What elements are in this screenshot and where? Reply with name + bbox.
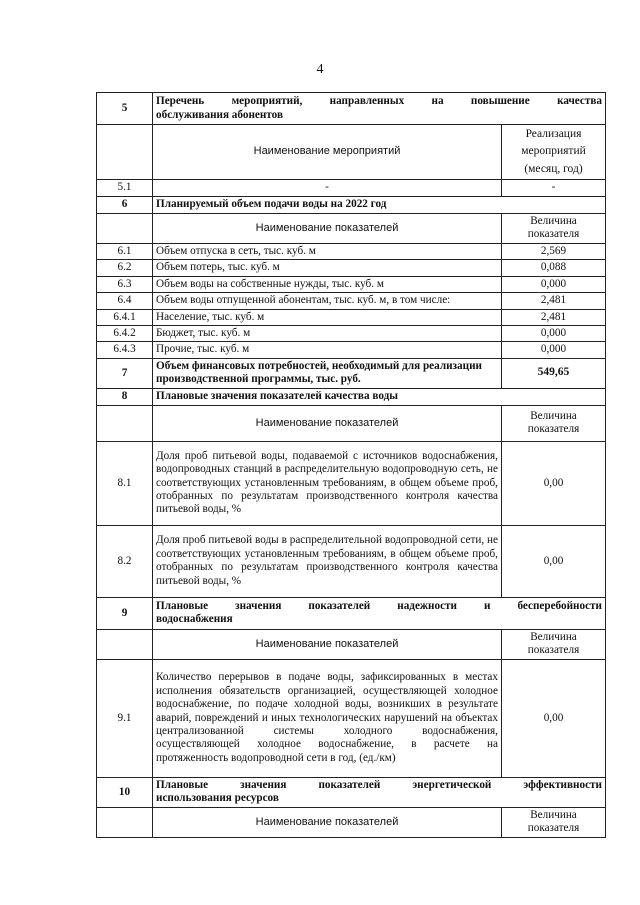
section-6-column-header-row [97,213,606,243]
page-number: 4 [316,62,324,77]
section-9-column-header-row [97,629,606,659]
column-header-name: Наименование показателей [153,213,502,243]
row-number: 6.2 [97,260,153,276]
section-5-header-row [97,93,606,125]
table-row [97,525,606,597]
row-value: 0,000 [501,276,605,292]
section-number: 9 [97,597,153,629]
row-value: 0,000 [501,325,605,341]
row-value: 0,088 [501,260,605,276]
section-value: 549,65 [501,358,605,388]
row-value: 0,00 [501,525,605,597]
row-number: 6.4 [97,293,153,309]
column-header-value: Величина показателя [501,213,605,243]
column-header-name: Наименование мероприятий [153,125,502,180]
section-title: Плановые значения показателей качества воды [153,388,606,405]
row-number: 9.1 [97,659,153,777]
section-number: 6 [97,196,153,213]
row-value: 0,00 [501,659,605,777]
section-title: Объем финансовых потребностей, необходимый для реализации производственной программы, тыс. руб. [153,358,502,388]
section-7-row [97,358,606,388]
row-number: 6.4.2 [97,325,153,341]
row-number: 6.3 [97,276,153,292]
table-row [97,325,606,341]
row-value: 0,00 [501,441,605,525]
row-number: 6.1 [97,243,153,259]
section-title-line: водоснабжения [156,613,233,626]
row-value: - [501,179,605,196]
section-8-column-header-row [97,405,606,441]
section-title [153,597,606,629]
column-header-value: Величина показателя [501,405,605,441]
table-row [97,276,606,292]
column-header-name: Наименование показателей [153,629,502,659]
program-table [96,92,606,838]
section-number: 7 [97,358,153,388]
section-title-line: Плановые значения показателей надежности и бесперебойности [156,599,602,612]
section-title-line: использования ресурсов [156,792,279,805]
table-row [97,243,606,259]
section-number: 8 [97,388,153,405]
section-number: 5 [97,93,153,125]
section-title-line: Плановые значения показателей энергетической эффективности [156,778,602,791]
table-row [97,659,606,777]
section-8-header-row [97,388,606,405]
row-number: 6.4.3 [97,342,153,358]
row-name: Прочие, тыс. куб. м [153,342,502,358]
section-title: Планируемый объем подачи воды на 2022 год [153,196,606,213]
row-name: Объем воды отпущенной абонентам, тыс. куб. м, в том числе: [153,293,502,309]
row-value: 0,000 [501,342,605,358]
table-row [97,441,606,525]
section-10-header-row [97,777,606,807]
row-name: Объем отпуска в сеть, тыс. куб. м [153,243,502,259]
section-5-column-header-row [97,125,606,180]
table-row [97,309,606,325]
section-title-line: обслуживания абонентов [156,108,284,121]
section-title-line: Перечень мероприятий, направленных на повышение качества [156,95,602,108]
column-header-name: Наименование показателей [153,405,502,441]
row-number: 5.1 [97,179,153,196]
row-value: 2,569 [501,243,605,259]
row-number: 6.4.1 [97,309,153,325]
row-value: 2,481 [501,293,605,309]
row-name: Доля проб питьевой воды в распределительной водопроводной сети, не соответствующих установленным требованиям, в общем объеме проб, отобранных по результатам производственного контроля качества питьевой воды, % [153,525,502,597]
row-name: Количество перерывов в подаче воды, зафиксированных в местах исполнения обязательств организацией, осуществляющей холодное водоснабжение, по подаче холодной воды, возникших в результате аварий, повреждений и иных технологических нарушений на объектах централизованной системы холодного водоснабжения, осуществляющей холодное водоснабжение, в расчете на протяженность водопроводной сети в год, (ед./км) [153,659,502,777]
row-name: Доля проб питьевой воды, подаваемой с источников водоснабжения, водопроводных станций в распределительную водопроводную сеть, не соответствующих установленным требованиям, в общем объеме проб, отобранных по результатам производственного контроля качества питьевой воды, % [153,441,502,525]
row-name: Население, тыс. куб. м [153,309,502,325]
row-name: Объем потерь, тыс. куб. м [153,260,502,276]
table-row [97,293,606,309]
row-name: - [153,179,502,196]
section-title [153,93,606,125]
row-number: 8.1 [97,441,153,525]
section-number: 10 [97,777,153,807]
column-header-implementation: Реализация мероприятий (месяц, год) [501,125,605,180]
table-row [97,260,606,276]
section-title [153,777,606,807]
row-value: 2,481 [501,309,605,325]
column-header-name: Наименование показателей [153,807,502,837]
section-10-column-header-row [97,807,606,837]
row-name: Бюджет, тыс. куб. м [153,325,502,341]
section-6-header-row [97,196,606,213]
column-header-value: Величина показателя [501,807,605,837]
row-name: Объем воды на собственные нужды, тыс. куб. м [153,276,502,292]
column-header-value: Величина показателя [501,629,605,659]
row-number: 8.2 [97,525,153,597]
table-row [97,179,606,196]
table-row [97,342,606,358]
section-9-header-row [97,597,606,629]
